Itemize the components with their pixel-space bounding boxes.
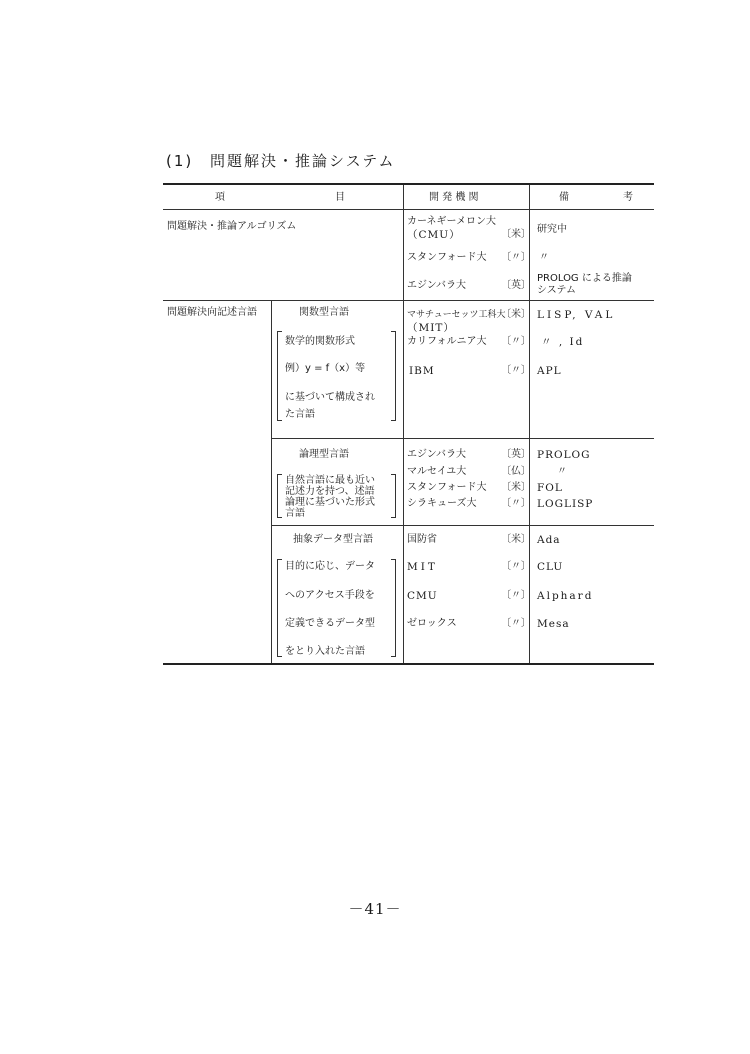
country: 〔〃〕 <box>501 618 531 629</box>
desc-line: 例）y = f（x）等 <box>285 363 366 374</box>
org: ゼロックス <box>407 618 457 629</box>
remark: 〃 <box>539 252 549 263</box>
remark: PROLOG <box>537 449 591 461</box>
bracket-right <box>391 474 396 518</box>
desc-line: 自然言語に最も近い <box>285 475 375 486</box>
org-uc: カリフォルニア大 <box>407 336 487 347</box>
header-remarks-left: 備 <box>559 192 569 203</box>
remark: 研究中 <box>537 224 567 235</box>
org-stanford: スタンフォード大 <box>407 252 487 263</box>
desc-line: た言語 <box>285 409 315 420</box>
desc-line: へのアクセス手段を <box>285 590 375 601</box>
country: 〔〃〕 <box>501 336 531 347</box>
section-rule <box>163 300 654 301</box>
subitem-functional: 関数型言語 <box>299 307 349 318</box>
remark: CLU <box>537 561 564 573</box>
remark: Mesa <box>537 618 570 630</box>
desc-line: 記述力を持つ、述語 <box>285 486 375 497</box>
country: 〔米〕 <box>501 534 531 545</box>
bracket-right <box>391 331 396 421</box>
header-item-left: 項 <box>215 192 225 203</box>
remark: システム <box>537 285 576 296</box>
org-cmu-abbr: （CMU） <box>407 229 461 241</box>
remark: LOGLISP <box>537 498 594 510</box>
header-remarks-right: 考 <box>623 192 633 203</box>
bracket-left <box>277 559 282 657</box>
country: 〔英〕 <box>501 449 531 460</box>
remark: LISP, VAL <box>537 309 616 321</box>
country: 〔米〕 <box>501 229 531 240</box>
remark: APL <box>537 365 562 377</box>
org: エジンバラ大 <box>407 449 467 460</box>
bracket-left <box>277 474 282 518</box>
country: 〔米〕 <box>501 482 531 493</box>
org-mit: マサチューセッツ工科大 <box>407 310 506 320</box>
remark: 〃 <box>557 466 567 477</box>
systems-table <box>163 183 654 665</box>
desc-line: 論理に基づいた形式 <box>285 497 375 508</box>
section-title: 問題解決・推論システム <box>210 152 396 170</box>
org: 国防省 <box>407 534 437 545</box>
page-number: －41－ <box>348 900 402 918</box>
subitem-abstract: 抽象データ型言語 <box>293 534 373 545</box>
section-heading <box>166 150 396 171</box>
divider-col-org <box>403 185 404 663</box>
header-org: 開 発 機 関 <box>429 192 479 203</box>
org: スタンフォード大 <box>407 482 487 493</box>
subsection-rule-2 <box>271 525 654 526</box>
country: 〔〃〕 <box>501 561 531 572</box>
remark: PROLOG による推論 <box>537 273 632 284</box>
org: CMU <box>407 590 438 602</box>
section-number: (1) <box>166 152 194 170</box>
org: MIT <box>407 561 438 573</box>
desc-line: をとり入れた言語 <box>285 646 365 657</box>
subitem-logic: 論理型言語 <box>299 449 349 460</box>
country: 〔〃〕 <box>501 590 531 601</box>
remark: FOL <box>537 482 563 494</box>
org-edinburgh: エジンバラ大 <box>407 280 467 291</box>
desc-line: 定義できるデータ型 <box>285 618 375 629</box>
remark: Ada <box>537 534 561 546</box>
header-item-right: 目 <box>335 192 345 203</box>
org: シラキューズ大 <box>407 498 477 509</box>
remark: Alphard <box>537 590 594 602</box>
org-mit-abbr: （MIT） <box>407 322 455 334</box>
desc-line: 数学的関数形式 <box>285 336 355 347</box>
desc-line: 目的に応じ、データ <box>285 561 375 572</box>
country: 〔英〕 <box>501 280 531 291</box>
country: 〔仏〕 <box>501 466 531 477</box>
country: 〔米〕 <box>501 309 531 320</box>
divider-col-subitem <box>271 300 272 663</box>
header-rule <box>163 209 654 210</box>
desc-line: に基づいて構成され <box>285 392 375 403</box>
remark: 〃 , Id <box>541 336 585 348</box>
country: 〔〃〕 <box>501 252 531 263</box>
bracket-left <box>277 331 282 421</box>
org-cmu: カーネギーメロン大 <box>407 216 496 227</box>
org: マルセイユ大 <box>407 466 467 477</box>
item-description-languages: 問題解決向記述言語 <box>167 307 257 318</box>
item-algorithms: 問題解決・推論アルゴリズム <box>167 221 297 232</box>
subsection-rule-1 <box>271 438 654 439</box>
org-ibm: IBM <box>409 365 435 377</box>
country: 〔〃〕 <box>501 365 531 376</box>
bracket-right <box>391 559 396 657</box>
desc-line: 言語 <box>285 508 305 519</box>
country: 〔〃〕 <box>501 498 531 509</box>
